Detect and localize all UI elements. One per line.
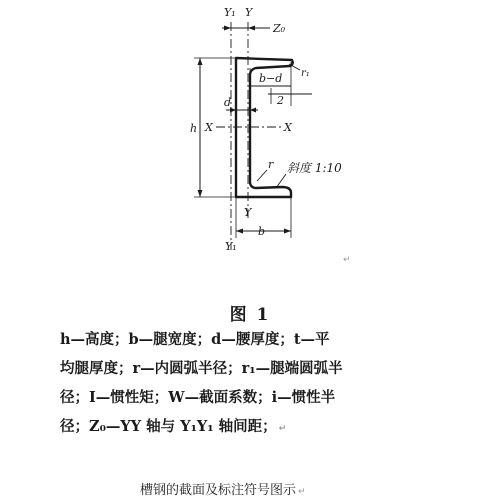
legend-line-4 <box>60 415 480 436</box>
return-mark-footnote: ↵ <box>298 487 306 497</box>
legend-text-1: h—高度；b—腿宽度；d—腰厚度；t—平 <box>60 331 330 348</box>
label-half: 2 <box>277 94 284 107</box>
label-y-top: Y <box>245 6 253 19</box>
footnote-caption <box>140 479 306 498</box>
label-r1: r₁ <box>301 68 310 79</box>
z0-arrow-left <box>224 26 231 31</box>
b-arrow-right <box>284 229 291 234</box>
label-r: r <box>268 158 274 171</box>
legend-line-3 <box>60 386 480 407</box>
label-y1-top: Y₁ <box>224 6 236 19</box>
legend-line-1 <box>60 328 480 349</box>
label-y-bottom: Y <box>244 206 252 219</box>
r-leader <box>257 170 267 181</box>
footnote-text: 槽钢的截面及标注符号图示 <box>140 483 297 498</box>
figure-title: 图 1 <box>229 305 271 325</box>
label-x-left: X <box>205 121 213 134</box>
h-arrow-bottom <box>198 190 203 197</box>
label-slope: 斜度 1:10 <box>287 161 342 175</box>
label-z0: Z₀ <box>273 22 286 35</box>
label-h: h <box>190 122 198 135</box>
label-b: b <box>258 225 266 238</box>
label-d: d <box>224 96 232 109</box>
legend-text-2: 均腿厚度；r—内圆弧半径；r₁—腿端圆弧半 <box>60 360 343 377</box>
label-b-minus-d: b−d <box>259 72 283 85</box>
legend-line-2 <box>60 357 480 378</box>
return-mark-figure: ↵ <box>343 255 351 265</box>
return-mark-caption: ↵ <box>278 424 287 434</box>
label-y1-bottom: Y₁ <box>225 240 237 253</box>
legend-text-3: 径；I—惯性矩；W—截面系数；i—惯性半 <box>60 389 336 406</box>
h-arrow-top <box>198 58 203 65</box>
z0-arrow-right <box>248 26 255 31</box>
legend-text-4: 径；Z₀—YY 轴与 Y₁Y₁ 轴间距； <box>60 418 277 435</box>
label-x-right: X <box>284 121 292 134</box>
b-arrow-left <box>236 229 243 234</box>
